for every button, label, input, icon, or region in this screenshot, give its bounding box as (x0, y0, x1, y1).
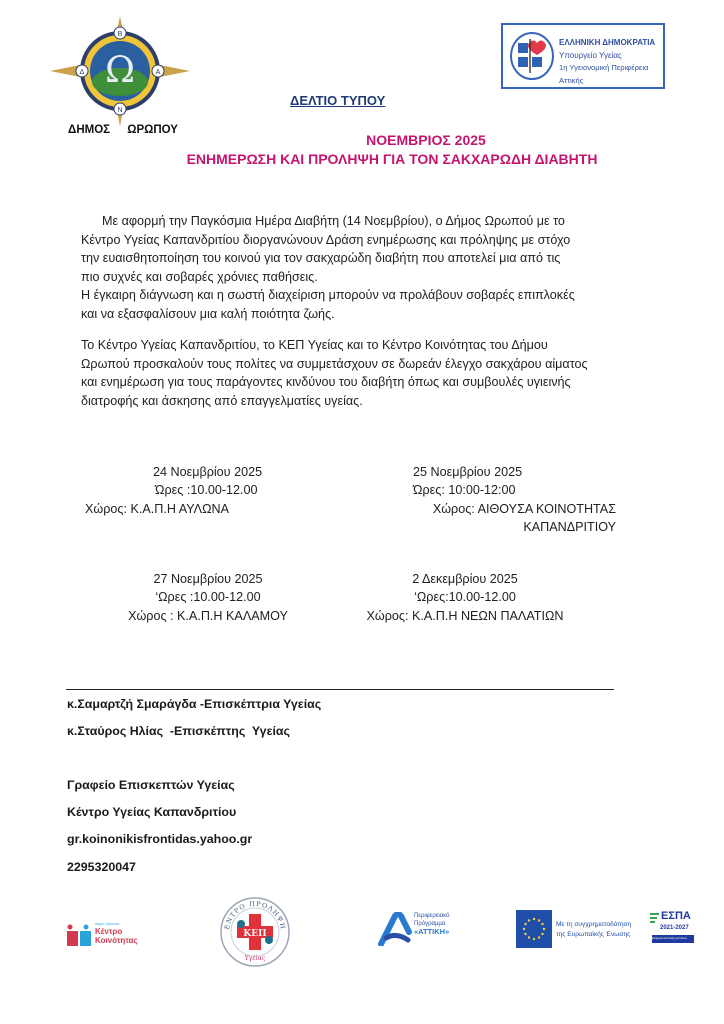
paragraph-line: Το Κέντρο Υγείας Καπανδριτίου, το ΚΕΠ Υγείας και το Κέντρο Κοινότητας του Δήμου (81, 338, 548, 352)
contact-phone: 2295320047 (67, 860, 136, 874)
event-place: Χώρος: ΑΙΘΟΥΣΑ ΚΟΙΝΟΤΗΤΑΣ (432, 501, 616, 516)
headline: ΕΝΗΜΕΡΩΣΗ ΚΑΙ ΠΡΟΛΗΨΗ ΓΙΑ ΤΟΝ ΣΑΚΧΑΡΩΔΗ ΔΙΑΒΗΤΗ (186, 151, 598, 167)
ministry-line-2: Υπουργείο Υγείας (559, 50, 622, 60)
event-date: 25 Νοεμβρίου 2025 (413, 465, 523, 479)
paragraph-line: και ενημέρωση για τους παράγοντες κινδύνου του διαβήτη όπως και συμβουλές υγιεινής (81, 375, 571, 390)
event-hours: ‘Ωρες :10.00-12.00 (155, 590, 261, 605)
event-hours: Ώρες: 10:00-12:00 (413, 483, 516, 498)
paragraph-line: την ευαισθητοποίηση του κοινού για τον σακχαρώδη διαβήτη που αποτελεί μια από τις (81, 251, 561, 266)
espa-tag: Ευημερία Αναπτυξη για Όλους (652, 935, 694, 943)
paragraph-line: και να εξασφαλίσουν μια καλή ποιότητα ζωής. (81, 306, 335, 321)
event-place-cont: ΚΑΠΑΝΔΡΙΤΙΟΥ (523, 520, 616, 535)
paragraph-line: Η έγκαιρη διάγνωση και η σωστή διαχείριση μπορούν να προλάβουν σοβαρές επιπλοκές (81, 288, 575, 303)
office-name: Γραφείο Επισκεπτών Υγείας (67, 778, 235, 792)
kep-ring-top: ΕΝΤΡΟ ΠΡΟΛΗΨΗ (223, 899, 288, 931)
month-heading: ΝΟΕΜΒΡΙΟΣ 2025 (366, 132, 486, 148)
kep-ring-bottom: Υγείας (244, 955, 266, 962)
espa-logo-icon (650, 912, 660, 924)
paragraph-2 (81, 336, 641, 410)
schedule-event-3 (118, 570, 298, 625)
divider-line (66, 689, 614, 690)
event-place: Χώρος : Κ.Α.Π.Η ΚΑΛΑΜΟΥ (128, 608, 288, 623)
ministry-logo (501, 23, 665, 89)
schedule-event-2 (410, 463, 616, 537)
compass-letter-north: Β (117, 31, 123, 38)
paragraph-line: διατροφής και άσκησης από επαγγελματίες υγείας. (81, 393, 363, 408)
eu-flag-icon (516, 910, 552, 948)
omega-glyph: Ω (105, 50, 135, 91)
event-place: Χώρος: Κ.Α.Π.Η ΑΥΛΩΝΑ (85, 501, 230, 516)
kep-center-text: ΚΕΠ (243, 929, 267, 939)
attiki-line-2: Πρόγραμμα (414, 921, 446, 927)
health-ministry-emblem-icon (509, 31, 555, 81)
attiki-program-logo-icon (378, 912, 412, 946)
press-release-title: ΔΕΛΤΙΟ ΤΥΠΟΥ (290, 93, 386, 108)
event-hours: ‘Ωρες:10.00-12.00 (414, 590, 516, 605)
event-date: 24 Νοεμβρίου 2025 (153, 465, 263, 479)
community-center-small: Δήμος Ωρωπού (95, 922, 120, 926)
paragraph-line: Με αφορμή την Παγκόσμια Ημέρα Διαβήτη (14 Νοεμβρίου), ο Δήμος Ωρωπού με το (102, 214, 565, 228)
eu-cofunding-logo (516, 910, 644, 950)
event-place: Χώρος: Κ.Α.Π.Η ΝΕΩΝ ΠΑΛΑΤΙΩΝ (366, 608, 564, 623)
compass-letter-south: Ν (117, 107, 123, 114)
municipality-logo (50, 16, 190, 138)
espa-years: 2021-2027 (660, 925, 689, 931)
community-center-line-2: Κοινότητας (95, 936, 138, 945)
paragraph-line: πιο συχνές και σοβαρές χρόνιες παθήσεις. (81, 269, 318, 284)
attiki-program-logo (378, 910, 478, 950)
community-center-logo (66, 922, 146, 948)
community-center-logo-icon (66, 924, 92, 946)
kep-health-prevention-seal-icon (219, 896, 291, 968)
health-center-name: Κέντρο Υγείας Καπανδριτίου (67, 805, 237, 819)
contact-person-1: κ.Σαμαρτζή Σμαράγδα -Επισκέπτρια Υγείας (67, 697, 322, 711)
paragraph-line: Κέντρο Υγείας Καπανδριτίου διοργανώνουν Δράση ενημέρωσης και πρόληψης με στόχο (81, 232, 571, 247)
municipality-compass-emblem-icon (50, 16, 190, 126)
compass-letter-west: Δ (79, 69, 85, 76)
attiki-line-1: Περιφερειακό (414, 913, 450, 919)
schedule-event-4 (360, 570, 570, 625)
contact-person-2: κ.Σταύρος Ηλίας -Επισκέπτης Υγείας (67, 724, 290, 738)
paragraph-1 (81, 212, 641, 324)
event-date: 27 Νοεμβρίου 2025 (153, 572, 263, 586)
schedule-event-1 (85, 463, 285, 518)
community-center-line-1: Κέντρο (95, 927, 123, 936)
espa-logo (650, 910, 694, 948)
paragraph-line: Ωρωπού προσκαλούν τους πολίτες να συμμετάσχουν σε δωρεάν έλεγχο σακχάρου αίματος (81, 356, 588, 371)
event-hours: Ώρες :10.00-12.00 (155, 483, 258, 498)
event-date: 2 Δεκεμβρίου 2025 (412, 572, 518, 586)
attiki-line-3: «ΑΤΤΙΚΗ» (414, 927, 450, 936)
compass-letter-east: Α (155, 69, 161, 76)
eu-line-1: Με τη συγχρηματοδότηση (556, 921, 632, 928)
municipality-name: ΔΗΜΟΣ ΩΡΩΠΟΥ (68, 124, 178, 136)
kep-logo (219, 896, 291, 968)
eu-line-2: της Ευρωπαϊκής Ένωσης (556, 931, 631, 938)
ministry-line-1: ΕΛΛΗΝΙΚΗ ΔΗΜΟΚΡΑΤΙΑ (559, 38, 656, 47)
contact-email[interactable]: gr.koinonikisfrontidas.yahoo.gr (67, 832, 253, 846)
espa-title: ΕΣΠΑ (661, 910, 691, 922)
ministry-line-3: 1η Υγειονομική Περιφέρεια Αττικής (559, 63, 649, 85)
